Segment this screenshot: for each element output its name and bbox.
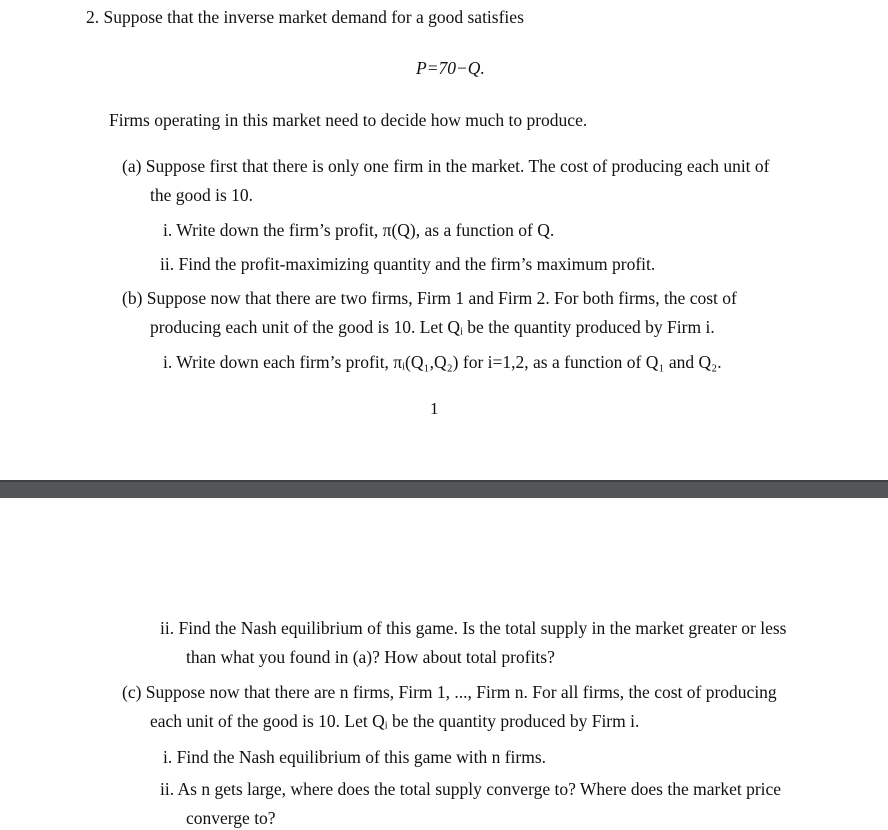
part-a-line-2: the good is 10. (150, 185, 254, 205)
firms-text: Firms operating in this market need to decide how much to produce. (109, 110, 588, 130)
part-b-ii-line-1: ii. Find the Nash equilibrium of this game. Is the total supply in the market greater or less (160, 618, 787, 638)
part-b-line-2: producing each unit of the good is 10. Let Qᵢ be the quantity produced by Firm i. (150, 317, 715, 337)
part-c-ii-line-2: converge to? (186, 808, 276, 828)
pdf-page-2 (0, 498, 888, 830)
part-a-ii: ii. Find the profit-maximizing quantity and the firm’s maximum profit. (160, 254, 656, 274)
part-c-ii-line-1: ii. As n gets large, where does the total supply converge to? Where does the market price (160, 779, 782, 799)
part-c-i: i. Find the Nash equilibrium of this game with n firms. (163, 747, 547, 767)
part-b-line-1: (b) Suppose now that there are two firms, Firm 1 and Firm 2. For both firms, the cost of (122, 288, 737, 308)
part-a-line-1: (a) Suppose first that there is only one firm in the market. The cost of producing each unit of (122, 156, 770, 176)
demand-equation: P=70−Q. (416, 58, 485, 78)
part-a-i: i. Write down the firm’s profit, π(Q), as a function of Q. (163, 220, 555, 240)
part-b-i: i. Write down each firm’s profit, πᵢ(Q₁,Q₂) for i=1,2, as a function of Q₁ and Q₂. (163, 352, 722, 372)
page-separator (0, 480, 888, 500)
page-number: 1 (430, 399, 439, 418)
part-c-line-2: each unit of the good is 10. Let Qᵢ be the quantity produced by Firm i. (150, 711, 640, 731)
part-b-ii-line-2: than what you found in (a)? How about total profits? (186, 647, 555, 667)
part-c-line-1: (c) Suppose now that there are n firms, Firm 1, ..., Firm n. For all firms, the cost of producing (122, 682, 777, 702)
question-2-intro: 2. Suppose that the inverse market demand for a good satisfies (86, 7, 524, 27)
